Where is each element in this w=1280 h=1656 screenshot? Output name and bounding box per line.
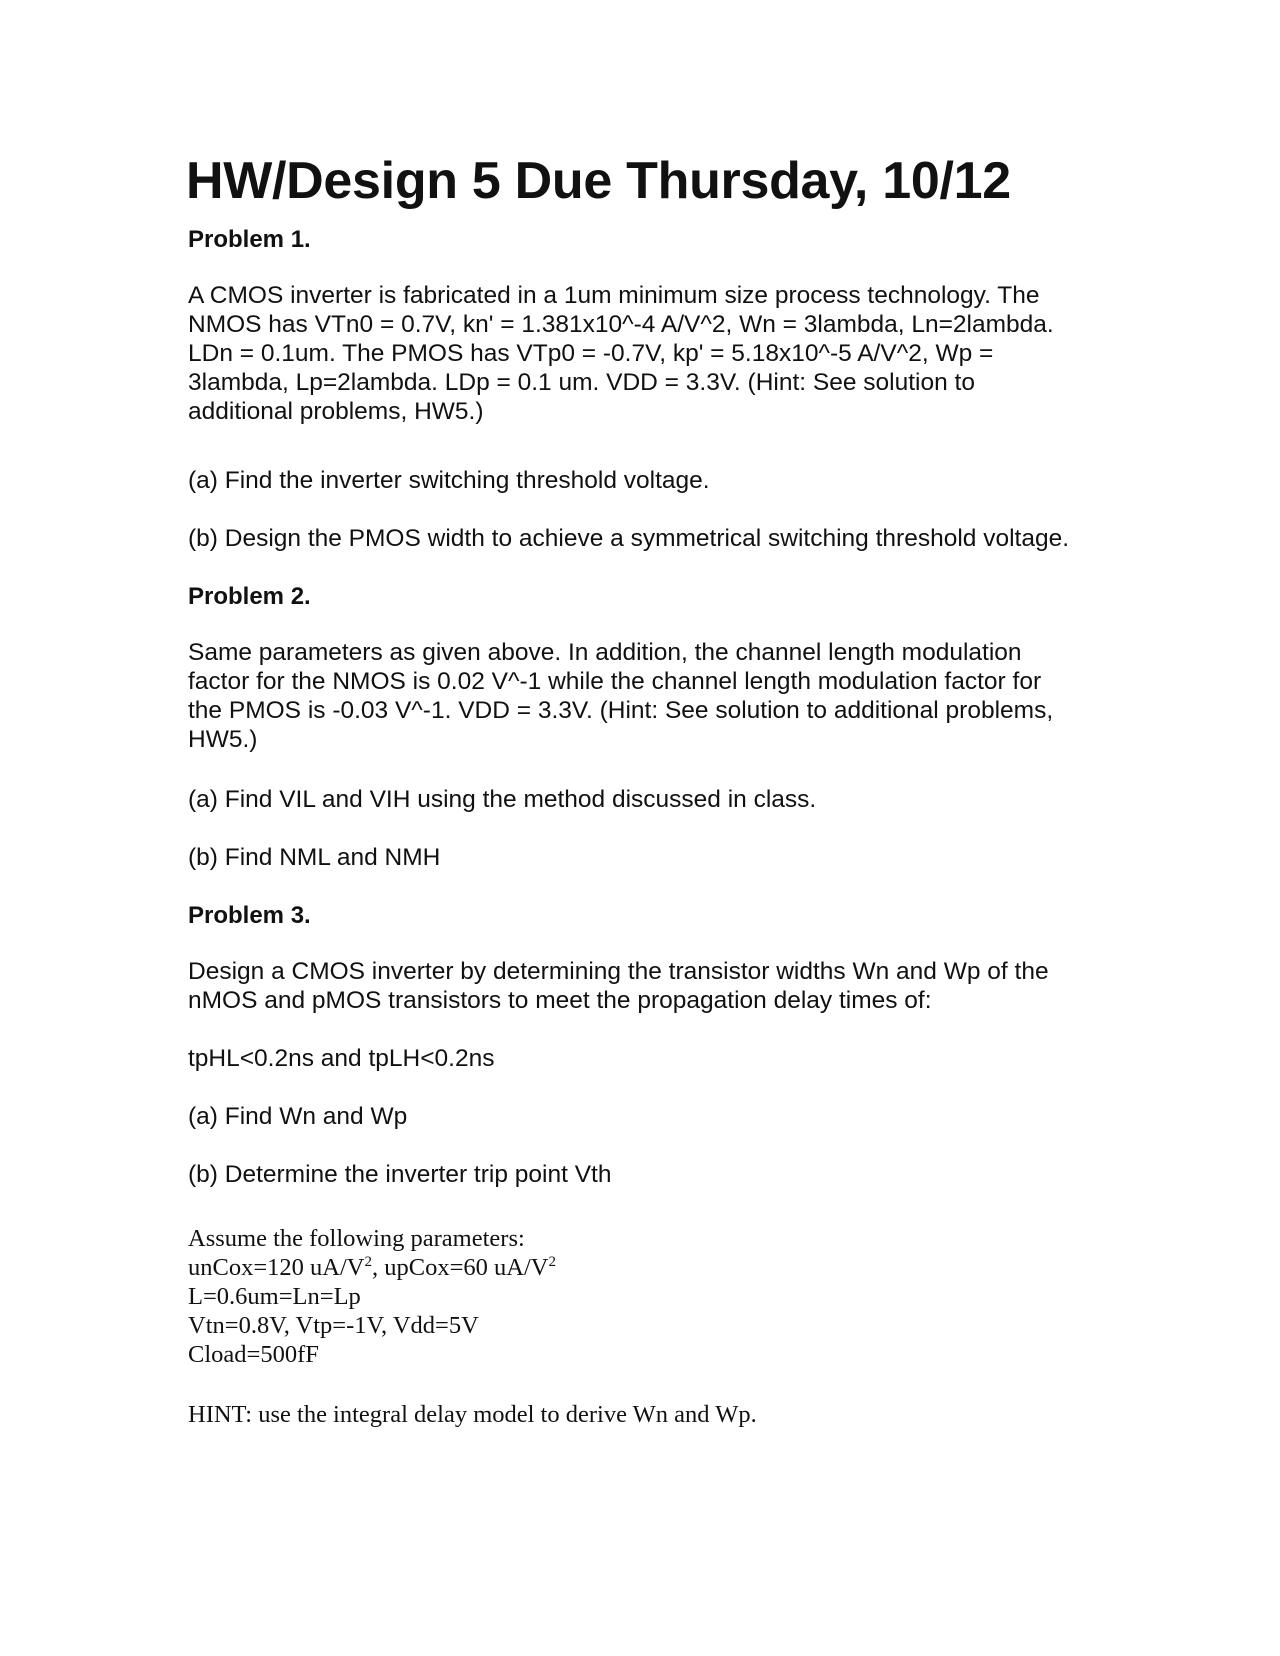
problem-1-heading: Problem 1. [188, 226, 311, 253]
problem-1-line: LDn = 0.1um. The PMOS has VTp0 = -0.7V, kp' = 5.18x10^-5 A/V^2, Wp = [188, 340, 994, 367]
problem-2-line: HW5.) [188, 726, 258, 753]
length-parameter: L=0.6um=Ln=Lp [188, 1283, 361, 1310]
problem-1-line: additional problems, HW5.) [188, 398, 484, 425]
squared-superscript: 2 [364, 1254, 372, 1270]
params-separator: , [371, 1254, 385, 1281]
problem-1-part-a: (a) Find the inverter switching threshold voltage. [188, 467, 710, 494]
problem-2-heading: Problem 2. [188, 583, 311, 610]
problem-3-parameters [188, 1224, 556, 1369]
problem-1-line: A CMOS inverter is fabricated in a 1um minimum size process technology. The [188, 282, 1040, 309]
page-title: HW/Design 5 Due Thursday, 10/12 [186, 152, 1011, 210]
ucox-parameters [188, 1253, 556, 1282]
squared-superscript: 2 [548, 1254, 556, 1270]
problem-3-part-a: (a) Find Wn and Wp [188, 1103, 408, 1130]
problem-1-line: NMOS has VTn0 = 0.7V, kn' = 1.381x10^-4 A/V^2, Wn = 3lambda, Ln=2lambda. [188, 311, 1054, 338]
problem-3-hint: HINT: use the integral delay model to derive Wn and Wp. [188, 1401, 757, 1428]
cload-parameter: Cload=500fF [188, 1341, 319, 1368]
problem-1-statement [188, 281, 1108, 426]
problem-2-line: the PMOS is -0.03 V^-1. VDD = 3.3V. (Hint: See solution to additional problems, [188, 697, 1054, 724]
ucox-n-value: unCox=120 uA/V [188, 1254, 365, 1281]
problem-2-line: Same parameters as given above. In addition, the channel length modulation [188, 639, 1022, 666]
problem-2-line: factor for the NMOS is 0.02 V^-1 while the channel length modulation factor for [188, 668, 1042, 695]
voltage-parameters: Vtn=0.8V, Vtp=-1V, Vdd=5V [188, 1312, 479, 1339]
problem-1-part-b: (b) Design the PMOS width to achieve a symmetrical switching threshold voltage. [188, 525, 1070, 552]
problem-3-line: nMOS and pMOS transistors to meet the propagation delay times of: [188, 987, 932, 1014]
problem-3-statement [188, 957, 1108, 1015]
ucox-p-value: upCox=60 uA/V [384, 1254, 549, 1281]
problem-2-part-a: (a) Find VIL and VIH using the method discussed in class. [188, 786, 817, 813]
problem-3-part-b: (b) Determine the inverter trip point Vth [188, 1161, 612, 1188]
parameters-heading: Assume the following parameters: [188, 1225, 525, 1252]
problem-3-heading: Problem 3. [188, 902, 311, 929]
problem-3-line: Design a CMOS inverter by determining the transistor widths Wn and Wp of the [188, 958, 1049, 985]
problem-3-condition: tpHL<0.2ns and tpLH<0.2ns [188, 1045, 495, 1072]
problem-2-statement [188, 638, 1108, 754]
problem-1-line: 3lambda, Lp=2lambda. LDp = 0.1 um. VDD = 3.3V. (Hint: See solution to [188, 369, 975, 396]
problem-2-part-b: (b) Find NML and NMH [188, 844, 441, 871]
